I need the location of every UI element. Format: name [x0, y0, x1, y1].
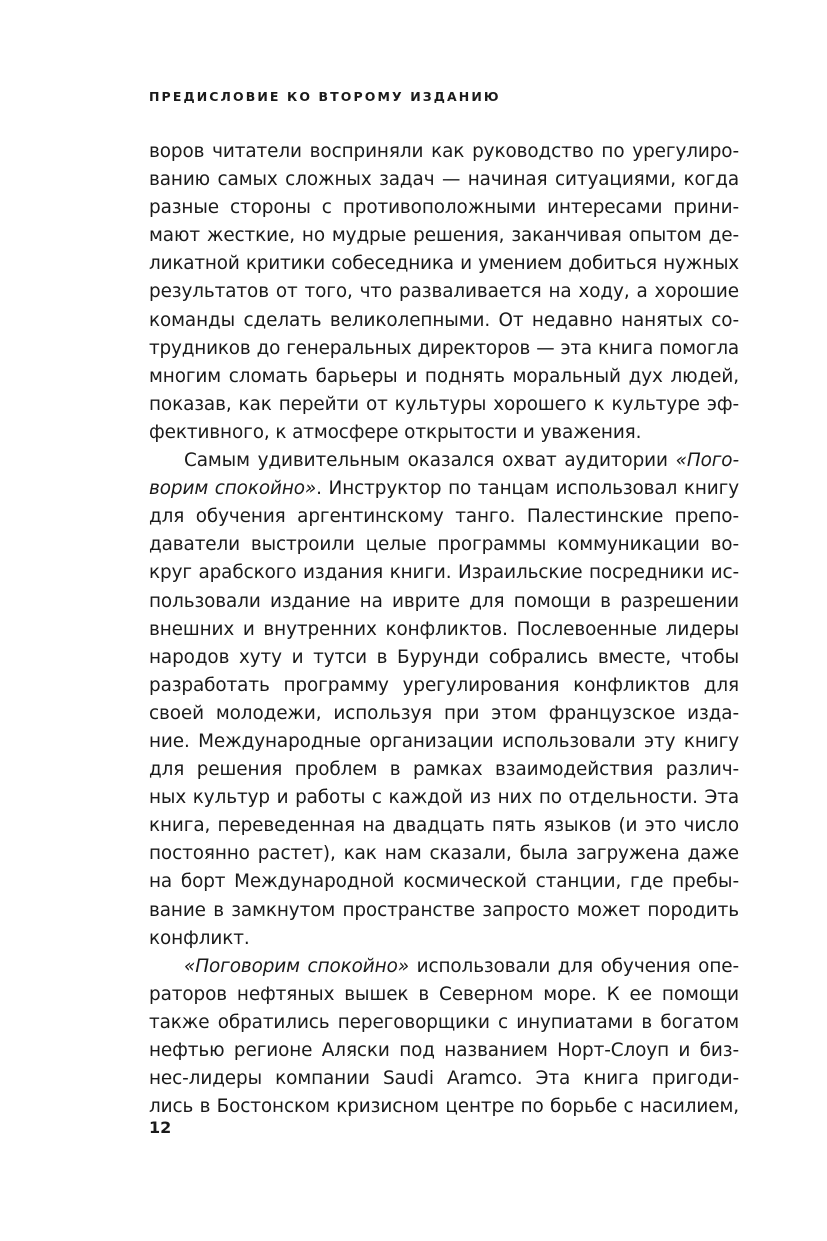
text-line [149, 166, 739, 194]
text-line [149, 840, 739, 868]
text-line [149, 812, 739, 840]
text-segment: даватели выстроили целые программы коммуникации во- [149, 534, 739, 556]
italic-book-title: «Пого- [675, 450, 739, 472]
text-segment: на борт Международной космической станции, где пребы- [149, 871, 739, 893]
text-segment: внешних и внутренних конфликтов. Послевоенные лидеры [149, 618, 739, 640]
text-segment: для решения проблем в рамках взаимодействия различ- [149, 759, 739, 781]
text-segment: ванию самых сложных задач — начиная ситуациями, когда [149, 169, 739, 191]
italic-book-title: «Поговорим спокойно» [184, 955, 409, 977]
text-line [149, 756, 739, 784]
body-text [149, 138, 739, 1121]
text-segment: нес-лидеры компании Saudi Aramco. Эта книга пригоди- [149, 1068, 739, 1090]
text-segment: раторов нефтяных вышек в Северном море. К ее помощи [149, 983, 739, 1005]
text-line [149, 1037, 739, 1065]
text-line [149, 222, 739, 250]
text-line [149, 644, 739, 672]
text-line [149, 925, 739, 953]
text-line [149, 1065, 739, 1093]
italic-book-title: ворим спокойно» [149, 478, 317, 500]
text-line [149, 559, 739, 587]
text-line [149, 250, 739, 278]
text-segment: нефтью регионе Аляски под названием Норт-Слоуп и биз- [149, 1040, 739, 1061]
text-segment: также обратились переговорщики с инупиатами в богатом [149, 1011, 739, 1033]
text-segment: своей молодежи, используя при этом французское изда- [149, 702, 739, 724]
text-segment: ние. Международные организации использовали эту книгу [149, 730, 739, 752]
text-line [149, 335, 739, 363]
text-line [149, 475, 739, 503]
text-segment: для обучения аргентинскому танго. Палестинские препо- [149, 506, 739, 528]
running-head: ПРЕДИСЛОВИЕ КО ВТОРОМУ ИЗДАНИЮ [149, 89, 501, 104]
page-number: 12 [149, 1118, 172, 1137]
text-segment: многим сломать барьеры и поднять моральный дух людей, [149, 365, 739, 387]
text-segment: лись в Бостонском кризисном центре по борьбе с насилием, [149, 1096, 739, 1118]
text-line [149, 138, 739, 166]
text-line [149, 278, 739, 306]
text-line [149, 307, 739, 335]
text-segment: команды сделать великолепными. От недавно нанятых со- [149, 309, 739, 331]
text-line [149, 503, 739, 531]
text-segment: ных культур и работы с каждой из них по отдельности. Эта [149, 787, 739, 809]
text-line [149, 419, 739, 447]
text-line [149, 616, 739, 644]
text-line [149, 868, 739, 896]
text-segment: постоянно растет), как нам сказали, была загружена даже [149, 843, 739, 865]
text-line [149, 588, 739, 616]
text-line [149, 1093, 739, 1121]
text-line [149, 897, 739, 925]
text-segment: использовали для обучения опе- [408, 955, 739, 977]
text-segment: результатов от того, что разваливается на ходу, а хорошие [149, 281, 739, 303]
text-line [149, 953, 739, 981]
text-segment: Самым удивительным оказался охват аудитории [184, 450, 676, 472]
text-segment: ликатной критики собеседника и умением добиться нужных [149, 253, 739, 275]
text-line [149, 447, 739, 475]
text-line [149, 194, 739, 222]
text-segment: фективного, к атмосфере открытости и уважения. [149, 421, 642, 443]
text-segment: пользовали издание на иврите для помощи в разрешении [149, 590, 739, 612]
text-segment: разработать программу урегулирования конфликтов для [149, 674, 739, 696]
text-segment: . Инструктор по танцам использовал книгу [316, 478, 739, 500]
text-segment: разные стороны с противоположными интересами прини- [149, 197, 739, 219]
text-line [149, 531, 739, 559]
text-segment: конфликт. [149, 927, 250, 949]
text-line [149, 728, 739, 756]
text-segment: трудников до генеральных директоров — эта книга помогла [149, 337, 739, 359]
text-line [149, 672, 739, 700]
text-segment: круг арабского издания книги. Израильские посредники ис- [149, 562, 739, 584]
text-segment: мают жесткие, но мудрые решения, заканчивая опытом де- [149, 225, 739, 247]
text-line [149, 700, 739, 728]
text-segment: народов хуту и тутси в Бурунди собрались вместе, чтобы [149, 646, 739, 668]
text-line [149, 391, 739, 419]
text-segment: книга, переведенная на двадцать пять языков (и это число [149, 815, 739, 837]
text-segment: воров читатели восприняли как руководство по урегулиро- [149, 141, 739, 162]
text-line [149, 363, 739, 391]
text-line [149, 1009, 739, 1037]
text-line [149, 981, 739, 1009]
text-segment: вание в замкнутом пространстве запросто может породить [149, 899, 739, 921]
text-line [149, 784, 739, 812]
text-segment: показав, как перейти от культуры хорошего к культуре эф- [149, 393, 739, 415]
